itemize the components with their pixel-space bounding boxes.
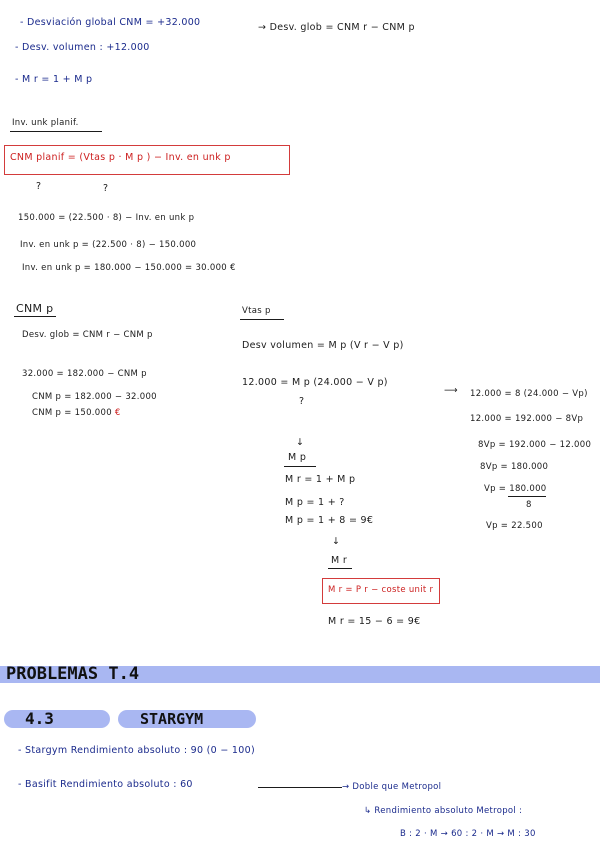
note-line: 8Vp = 192.000 − 12.000 xyxy=(478,440,592,450)
heading-underline xyxy=(10,131,102,132)
note-line: 12.000 = 192.000 − 8Vp xyxy=(470,414,584,424)
note-line: → Desv. glob = CNM r − CNM p xyxy=(258,22,415,33)
section-heading: Vtas p xyxy=(242,306,271,316)
question-mark: ? xyxy=(299,396,305,407)
fraction-bar xyxy=(508,496,546,497)
number-pill xyxy=(4,710,110,728)
question-mark: ? xyxy=(36,181,42,192)
question-mark: ? xyxy=(103,183,109,194)
note-line: ↳ Rendimiento absoluto Metropol : xyxy=(364,806,523,816)
heading-underline xyxy=(284,466,316,467)
note-line: 12.000 = M p (24.000 − V p) xyxy=(242,377,388,388)
note-line: Desv. glob = CNM r − CNM p xyxy=(22,330,153,340)
euro-sign: € xyxy=(114,408,121,418)
section-heading: Inv. unk planif. xyxy=(12,118,79,128)
note-line: CNM p = 182.000 − 32.000 xyxy=(32,392,157,402)
heading-underline xyxy=(240,319,284,320)
note-line: Vp = 22.500 xyxy=(486,521,543,531)
page-title: PROBLEMAS T.4 xyxy=(6,664,140,684)
note-line: - Basifit Rendimiento absoluto : 60 xyxy=(18,779,193,790)
note-line: - Desv. volumen : +12.000 xyxy=(15,42,150,53)
note-line: 32.000 = 182.000 − CNM p xyxy=(22,369,147,379)
note-line: M p = 1 + 8 = 9€ xyxy=(285,515,374,526)
problem-number: 4.3 xyxy=(25,709,54,728)
note-line: Desv volumen = M p (V r − V p) xyxy=(242,340,404,351)
formula: M r = P r − coste unit r xyxy=(328,585,434,595)
note-line xyxy=(32,408,121,418)
formula: CNM planif = (Vtas p · M p ) − Inv. en unk p xyxy=(10,152,231,163)
section-heading: CNM p xyxy=(16,302,54,315)
section-heading: M r xyxy=(331,555,348,566)
note-line: Inv. en unk p = (22.500 · 8) − 150.000 xyxy=(20,240,197,250)
heading-underline xyxy=(14,316,56,317)
section-heading: M p xyxy=(288,452,307,463)
note-line: - M r = 1 + M p xyxy=(15,74,93,85)
note-line: 12.000 = 8 (24.000 − Vp) xyxy=(470,389,588,399)
note-line: 8Vp = 180.000 xyxy=(480,462,549,472)
arrow: ↓ xyxy=(332,536,341,547)
note-line: Vp = 180.000 xyxy=(484,484,547,494)
note-line: B : 2 · M → 60 : 2 · M → M : 30 xyxy=(400,829,536,839)
note-line: 8 xyxy=(526,500,532,510)
arrow: ⟶ xyxy=(444,385,458,396)
arrow-line xyxy=(258,787,342,788)
note-line: 150.000 = (22.500 · 8) − Inv. en unk p xyxy=(18,213,195,223)
result-label: CNM p = 150.000 xyxy=(32,408,115,418)
note-line: M r = 15 − 6 = 9€ xyxy=(328,616,421,627)
note-line: → Doble que Metropol xyxy=(342,782,442,792)
note-line: M r = 1 + M p xyxy=(285,474,356,485)
note-line: - Desviación global CNM = +32.000 xyxy=(20,17,201,28)
note-line: - Stargym Rendimiento absoluto : 90 (0 − 100) xyxy=(18,745,255,756)
heading-underline xyxy=(328,568,352,569)
arrow: ↓ xyxy=(296,437,305,448)
problem-name: STARGYM xyxy=(140,710,204,728)
note-line: Inv. en unk p = 180.000 − 150.000 = 30.000 € xyxy=(22,263,236,273)
note-line: M p = 1 + ? xyxy=(285,497,345,508)
